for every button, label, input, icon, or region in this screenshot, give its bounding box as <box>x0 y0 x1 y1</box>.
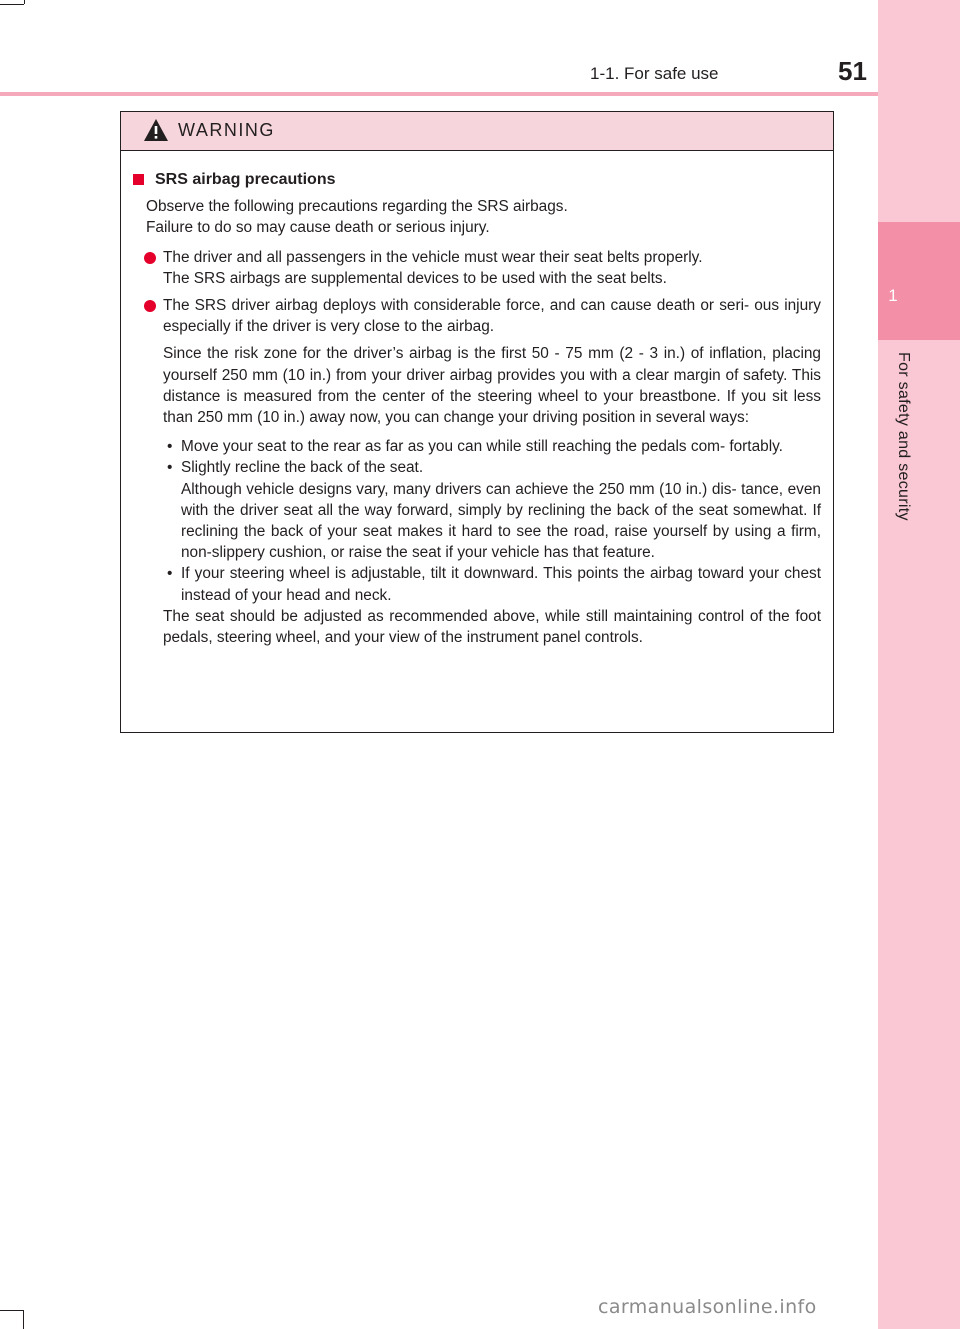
sub-list-item <box>133 457 821 563</box>
sub-list-item <box>133 563 821 605</box>
chapter-title: For safety and security <box>895 352 912 521</box>
sub-list-item <box>133 436 821 457</box>
small-bullet-icon: • <box>167 565 173 583</box>
list-item <box>133 295 821 337</box>
watermark: carmanualsonline.info <box>598 1296 817 1318</box>
red-dot-bullet-icon <box>144 300 156 312</box>
small-bullet-icon: • <box>167 459 173 477</box>
crop-mark <box>24 0 25 4</box>
page-number: 51 <box>838 56 867 86</box>
square-bullet-icon <box>133 174 144 185</box>
sub-item-text: Although vehicle designs vary, many drivers can achieve the 250 mm (10 in.) dis- tance, even with the driver seat all the way forward, simply by reclining the back of the seat somewhat. If reclining the back of your seat makes it hard to see the road, raise yourself by using a firm, non-slippery cushion, or raise the seat if your vehicle has that feature. <box>181 480 821 562</box>
bullet-text: The SRS driver airbag deploys with considerable force, and can cause death or seri- ous injury especially if the driver is very close to the airbag. <box>163 297 821 336</box>
warning-title: WARNING <box>178 120 275 140</box>
header-rule <box>0 92 878 96</box>
warning-content <box>121 151 833 648</box>
risk-paragraph: Since the risk zone for the driver’s airbag is the first 50 - 75 mm (2 - 3 in.) of inflation, placing yourself 250 mm (10 in.) from your driver airbag provides you with a clear margin of safety. This distance is measured from the center of the steering wheel to your breastbone. If you sit less than 250 mm (10 in.) away now, you can change your driving position in several ways: <box>163 345 821 427</box>
subheading <box>133 169 821 190</box>
side-strip <box>878 0 960 1329</box>
warning-header <box>121 112 833 151</box>
sub-item-text: If your steering wheel is adjustable, tilt it downward. This points the airbag toward your chest instead of your head and neck. <box>181 565 821 604</box>
crop-mark <box>0 1310 23 1311</box>
small-bullet-icon: • <box>167 438 173 456</box>
intro-line: Observe the following precautions regarding the SRS airbags. <box>146 198 568 216</box>
section-title: 1-1. For safe use <box>590 64 719 83</box>
red-dot-bullet-icon <box>144 252 156 264</box>
sub-item-text: Move your seat to the rear as far as you can while still reaching the pedals com- fortably. <box>181 438 783 456</box>
chapter-tab[interactable] <box>878 222 960 340</box>
subheading-text: SRS airbag precautions <box>155 171 336 188</box>
chapter-number: 1 <box>888 286 898 305</box>
crop-mark <box>23 1310 24 1329</box>
crop-mark <box>0 4 24 5</box>
warning-box <box>120 111 834 733</box>
intro-paragraph <box>133 196 821 238</box>
bullet-text: The driver and all passengers in the vehicle must wear their seat belts properly. <box>163 248 703 266</box>
bullet-text: The SRS airbags are supplemental devices to be used with the seat belts. <box>163 269 667 287</box>
closing-paragraph: The seat should be adjusted as recommended above, while still maintaining control of the foot pedals, steering wheel, and your view of the instrument panel controls. <box>163 607 821 647</box>
intro-line: Failure to do so may cause death or serious injury. <box>146 219 490 237</box>
list-item <box>133 247 821 289</box>
warning-triangle-icon <box>143 118 169 142</box>
sub-item-text: Slightly recline the back of the seat. <box>181 459 424 477</box>
